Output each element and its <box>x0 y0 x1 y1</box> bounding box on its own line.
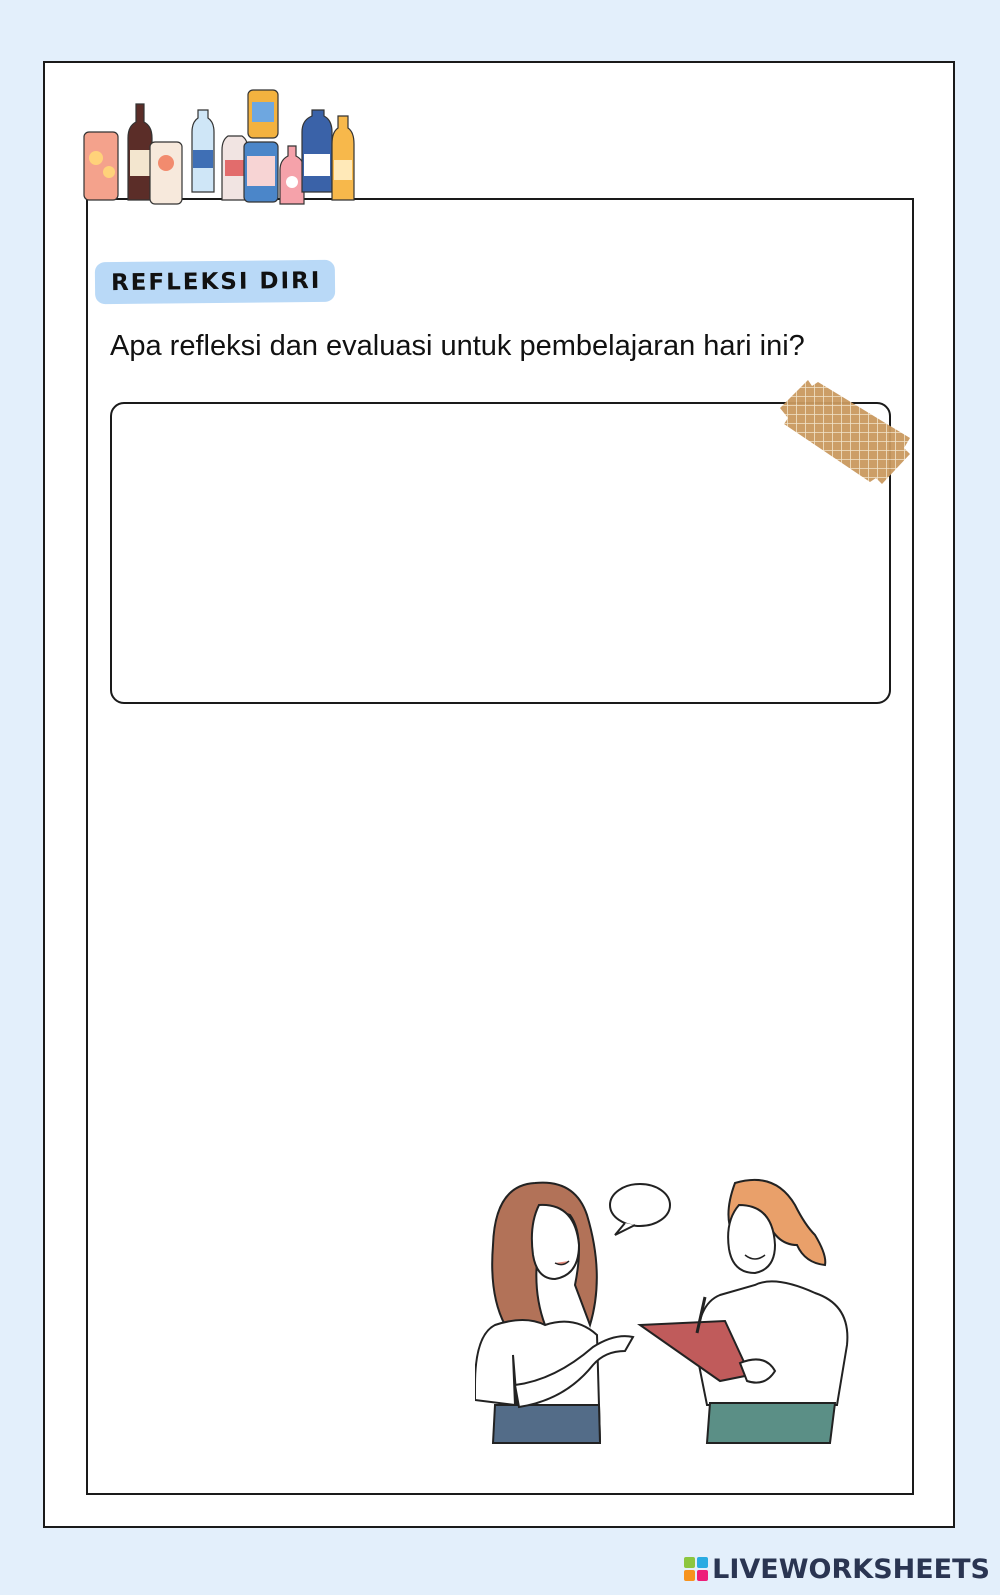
answer-textbox[interactable] <box>110 402 891 704</box>
two-women-talking-illustration <box>475 1175 885 1470</box>
brand-name: LIVEWORKSHEETS <box>712 1553 990 1585</box>
section-title-badge <box>95 260 335 305</box>
question-text: Apa refleksi dan evaluasi untuk pembelajaran hari ini? <box>110 330 805 362</box>
liveworksheets-brand[interactable] <box>684 1554 990 1584</box>
liveworksheets-logo-icon <box>684 1557 708 1581</box>
section-title: REFLEKSI DIRI <box>110 267 322 297</box>
washi-tape-decoration <box>778 378 913 488</box>
drink-bottles-illustration <box>82 88 372 212</box>
